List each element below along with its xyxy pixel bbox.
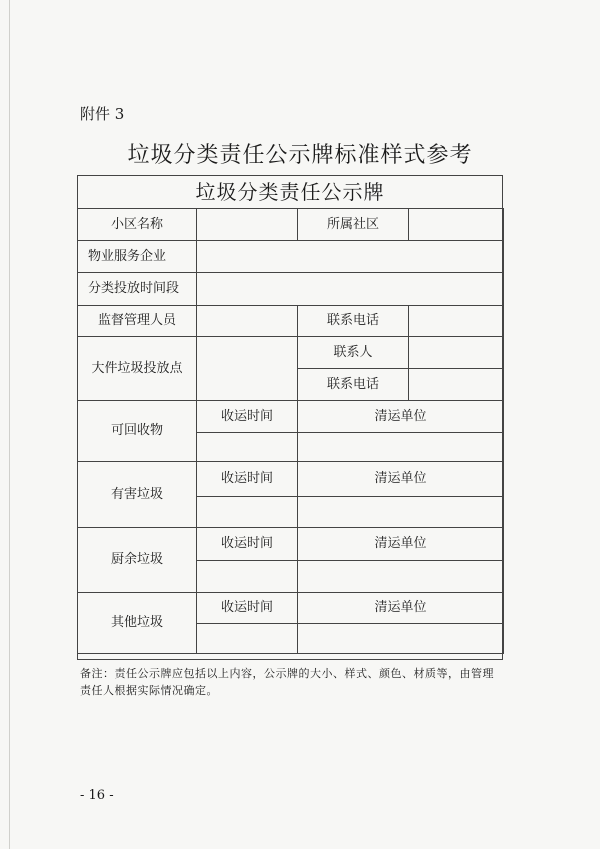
notice-board-title: 垃圾分类责任公示牌 [195,180,385,204]
other-unit-cell[interactable] [298,624,504,654]
remark-note [80,665,510,699]
hazardous-time-cell[interactable] [197,497,298,528]
document-title: 垃圾分类责任公示牌标准样式参考 [127,143,473,168]
bulky-contact-cell[interactable] [409,337,504,369]
property-company-label: 物业服务企业 [78,241,197,273]
collection-time-label: 收运时间 [197,462,298,497]
supervisor-phone-label: 联系电话 [298,306,409,337]
category-other-label: 其他垃圾 [78,593,197,654]
hazardous-unit-cell[interactable] [298,497,504,528]
supervisor-label: 监督管理人员 [78,306,197,337]
bulky-phone-cell[interactable] [409,369,504,401]
property-company-cell[interactable] [197,241,504,273]
table-row [78,273,504,306]
remark-line: 责任人根据实际情况确定。 [80,684,218,697]
kitchen-unit-cell[interactable] [298,561,504,593]
bulky-point-label: 大件垃圾投放点 [78,337,197,401]
table-row [78,593,504,624]
page-number: - 16 - [80,788,114,803]
notice-board-table [77,208,504,654]
collection-time-label: 收运时间 [197,528,298,561]
category-recyclables-label: 可回收物 [78,401,197,462]
table-row [78,528,504,561]
attachment-label: 附件 3 [80,105,125,123]
transport-unit-label: 清运单位 [298,528,504,561]
neighborhood-cell[interactable] [409,209,504,241]
page-edge-line [9,0,10,849]
bulky-point-cell[interactable] [197,337,298,401]
table-row [78,337,504,369]
neighborhood-label: 所属社区 [298,209,409,241]
table-row [78,462,504,497]
notice-board-sheet [77,175,503,660]
community-name-cell[interactable] [197,209,298,241]
recyclables-time-cell[interactable] [197,433,298,462]
kitchen-time-cell[interactable] [197,561,298,593]
table-row [78,401,504,433]
category-kitchen-label: 厨余垃圾 [78,528,197,593]
community-name-label: 小区名称 [78,209,197,241]
transport-unit-label: 清运单位 [298,462,504,497]
dropoff-time-label: 分类投放时间段 [78,273,197,306]
table-row [78,209,504,241]
transport-unit-label: 清运单位 [298,593,504,624]
transport-unit-label: 清运单位 [298,401,504,433]
collection-time-label: 收运时间 [197,593,298,624]
recyclables-unit-cell[interactable] [298,433,504,462]
table-row [78,306,504,337]
collection-time-label: 收运时间 [197,401,298,433]
bulky-phone-label: 联系电话 [298,369,409,401]
supervisor-cell[interactable] [197,306,298,337]
other-time-cell[interactable] [197,624,298,654]
dropoff-time-cell[interactable] [197,273,504,306]
category-hazardous-label: 有害垃圾 [78,462,197,528]
remark-line: 备注：责任公示牌应包括以上内容，公示牌的大小、样式、颜色、材质等，由管理 [80,667,494,680]
supervisor-phone-cell[interactable] [409,306,504,337]
table-row [78,241,504,273]
bulky-contact-label: 联系人 [298,337,409,369]
